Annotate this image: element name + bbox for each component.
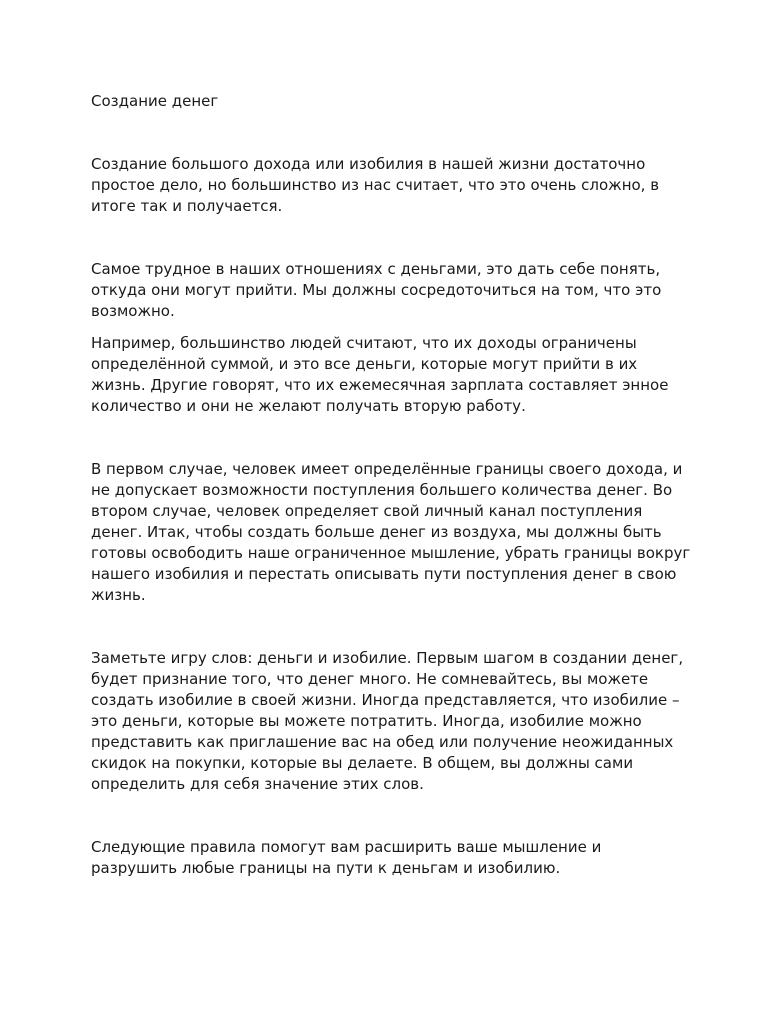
spacer [91, 217, 691, 259]
document-body [91, 90, 691, 879]
spacer [91, 322, 691, 333]
document-title: Создание денег [91, 92, 219, 110]
paragraph-5: Заметьте игру слов: деньги и изобилие. Первым шагом в создании денег, будет признание того, что денег много. Не сомневайтесь, вы можете создать изобилие в своей жизни. Иногда представляется, что изобилие – это деньги, которые вы можете потратить. Иногда, изобилие можно представить как приглашение вас на обед или получение неожиданных скидок на покупки, которые вы делаете. В общем, вы должны сами определить для себя значение этих слов. [91, 649, 684, 793]
paragraph-1: Создание большого дохода или изобилия в нашей жизни достаточно простое дело, но большинство из нас считает, что это очень сложно, в итоге так и получается. [91, 155, 660, 215]
paragraph-2: Самое трудное в наших отношениях с деньгами, это дать себе понять, откуда они могут прийти. Мы должны сосредоточиться на том, что это возможно. [91, 260, 662, 320]
spacer [91, 112, 691, 154]
paragraph-6: Следующие правила помогут вам расширить ваше мышление и разрушить любые границы на пути к деньгам и изобилию. [91, 838, 602, 877]
paragraph-4: В первом случае, человек имеет определённые границы своего дохода, и не допускает возможности поступления большего количества денег. Во втором случае, человек определяет свой личный канал поступления денег. Итак, чтобы создать больше денег из воздуха, мы должны быть готовы освободить наше ограниченное мышление, убрать границы вокруг нашего изобилия и перестать описывать пути поступления денег в свою жизнь. [91, 460, 691, 604]
spacer [91, 606, 691, 648]
spacer [91, 795, 691, 837]
spacer [91, 417, 691, 459]
paragraph-3: Например, большинство людей считают, что их доходы ограничены определённой суммой, и это все деньги, которые могут прийти в их жизнь. Другие говорят, что их ежемесячная зарплата составляет энное количество и они не желают получать вторую работу. [91, 334, 669, 415]
